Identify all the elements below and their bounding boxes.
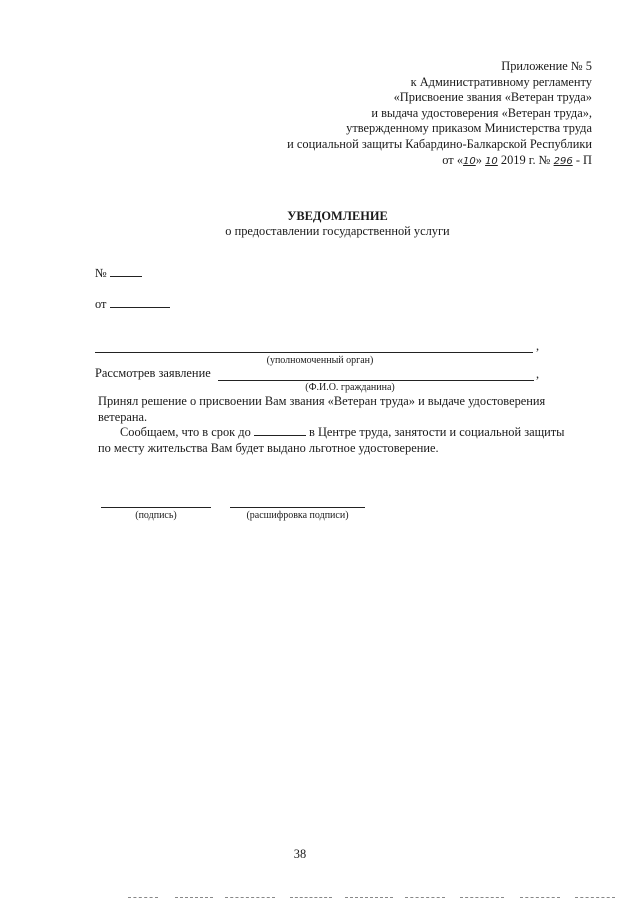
handwritten-day: 10 bbox=[463, 155, 476, 167]
citizen-caption: (Ф.И.О. гражданина) bbox=[305, 382, 395, 393]
signature-decoding-caption: (расшифровка подписи) bbox=[246, 510, 349, 521]
appendix-line-3: «Присвоение звания «Ветеран труда» bbox=[393, 90, 592, 105]
page-number: 38 bbox=[293, 847, 307, 861]
citizen-line bbox=[218, 380, 534, 381]
year-label: 2019 г. № bbox=[500, 152, 551, 167]
appendix-line-6: и социальной защиты Кабардино-Балкарской Республики bbox=[287, 136, 592, 151]
number-field: № bbox=[95, 265, 142, 281]
appendix-date-line: от «10» 10 2019 г. № 296 - П bbox=[442, 152, 592, 167]
application-label: Рассмотрев заявление bbox=[95, 366, 211, 380]
decision-paragraph: Принял решение о присвоении Вам звания «Ветеран труда» и выдаче удостоверения ветерана. bbox=[98, 394, 546, 424]
signature-line bbox=[101, 507, 211, 508]
signature-caption: (подпись) bbox=[135, 510, 177, 521]
authority-caption: (уполномоченный орган) bbox=[266, 355, 374, 366]
handwritten-month: 10 bbox=[485, 155, 498, 167]
appendix-line-4: и выдача удостоверения «Ветеран труда», bbox=[371, 105, 592, 120]
appendix-header bbox=[152, 59, 592, 169]
appendix-line-1: Приложение № 5 bbox=[501, 59, 592, 73]
handwritten-number: 296 bbox=[553, 155, 573, 167]
document-page: Приложение № 5 к Административному регламенту «Присвоение звания «Ветеран труда» и выдача удостоверения «Ветеран труда», утвержденному приказом Министерства труда и социальной защиты Кабардино-Балкарской Республики от «10» 10 2019 г. № 296 - П УВЕДОМЛЕНИЕ о предоставлении государственной услуги № от , (уполномоченный орган) Рассмотрев заявление , (Ф.И.О. гражданина) Принял решение о присвоении Вам звания «Ветеран труда» и выдаче удостоверения ветерана. Сообщаем, что в срок до в Центре труда, занятости и социальной защиты по месту жительства Вам будет выдано льготное удостоверение. (подпись) (расшифровка подписи) 38 bbox=[0, 0, 640, 905]
deadline-paragraph: Сообщаем, что в срок до в Центре труда, занятости и социальной защиты по месту жительства Вам будет выдано льготное удостоверение. bbox=[98, 425, 565, 455]
appendix-line-2: к Административному регламенту bbox=[410, 74, 592, 89]
signature-decoding-line bbox=[230, 507, 365, 508]
notice-title: УВЕДОМЛЕНИЕ bbox=[287, 209, 388, 223]
date-from-label: от bbox=[442, 152, 454, 167]
date-field: от bbox=[95, 296, 170, 312]
authority-line bbox=[95, 352, 533, 353]
appendix-line-5: утвержденному приказом Министерства труда bbox=[346, 121, 592, 136]
notice-subtitle: о предоставлении государственной услуги bbox=[225, 224, 450, 238]
